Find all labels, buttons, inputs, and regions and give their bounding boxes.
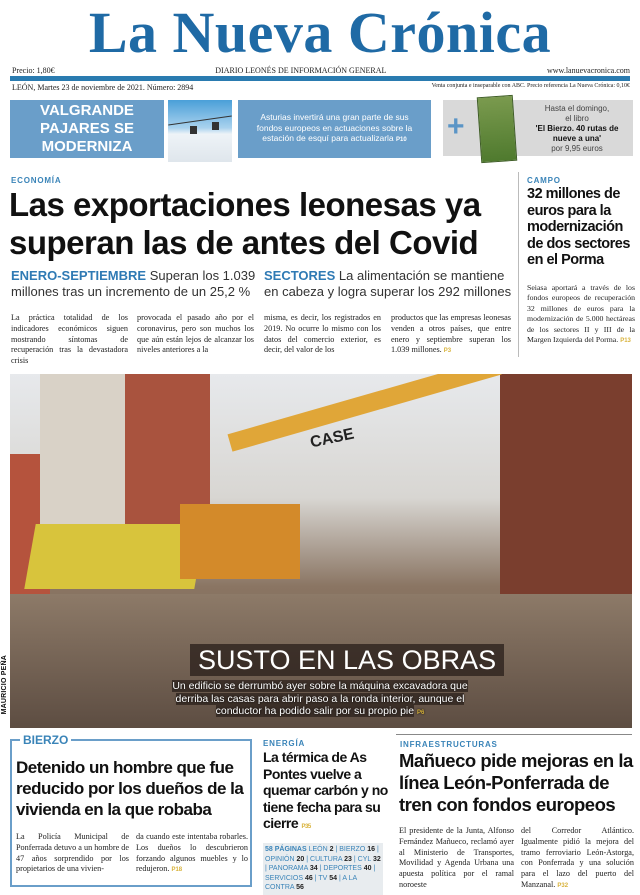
- photo-credit: MAURICIO PEÑA: [1, 655, 8, 715]
- bierzo-body-col-1: La Policía Municipal de Ponferrada detuvo a un hombre de 47 años sorprendido por los propietarios de una vivien-: [16, 832, 129, 874]
- index-item[interactable]: BIERZO 16 |: [339, 846, 379, 853]
- dateline-row: [12, 83, 630, 92]
- book-promo[interactable]: [443, 100, 633, 156]
- index-item[interactable]: SERVICIOS 46 |: [265, 874, 319, 882]
- body-text: del Corredor Atlántico. Igualmente pidió la mejora del tramo ferroviario León-Astorga, con Ponferrada y una solución para el lazo del puerto del Manzanal.: [521, 826, 634, 889]
- index-page: 56: [296, 884, 304, 891]
- section-label: ENERGÍA: [263, 739, 306, 748]
- headline-text: La térmica de As Pontes vuelve a quemar carbón y no tiene fecha para su cierre: [263, 749, 388, 831]
- divider: [396, 734, 632, 735]
- index-name: OPINIÓN: [265, 855, 295, 863]
- masthead-title: La Nueva Crónica: [88, 0, 552, 65]
- index-item[interactable]: OPINIÓN 20 |: [265, 855, 311, 863]
- masthead-rule: [10, 76, 630, 81]
- index-name: A LA CONTRA: [265, 874, 357, 891]
- subhead-text: La alimentación se mantiene en cabeza y logra superar los 292 millones: [264, 268, 512, 299]
- yellow-loader: [24, 524, 205, 589]
- page-index: [263, 843, 383, 895]
- energia-headline[interactable]: [263, 749, 388, 836]
- index-name: TV: [318, 874, 328, 882]
- page-ref: P13: [620, 338, 631, 345]
- lead-body-col-4: [391, 313, 511, 357]
- index-page: 40: [363, 865, 372, 872]
- page-ref: P10: [396, 137, 407, 144]
- index-item[interactable]: CYL 32 |: [265, 855, 381, 872]
- tagline: DIARIO LEONÉS DE INFORMACIÓN GENERAL: [215, 66, 387, 75]
- index-page: 2: [329, 846, 334, 853]
- info-line: [12, 66, 630, 75]
- chairlift-seat: [190, 126, 197, 134]
- excavator-cab: [180, 504, 300, 579]
- chairlift-seat: [212, 122, 219, 130]
- main-photo: [10, 374, 632, 728]
- index-item[interactable]: DEPORTES 40 |: [323, 865, 376, 872]
- index-page: 20: [296, 855, 305, 863]
- index-name: DEPORTES: [323, 865, 362, 872]
- lead-subhead-1: [11, 268, 256, 300]
- book-cover: [477, 95, 518, 163]
- infra-body-col-2: [521, 826, 634, 892]
- page-ref: P6: [417, 710, 425, 716]
- section-label: BIERZO: [20, 733, 71, 747]
- lead-body-col-1: La práctica totalidad de los indicadores económicos siguen mostrando síntomas de recuperación tras la devastadora crisis: [11, 313, 128, 366]
- index-name: LEÓN: [308, 846, 328, 853]
- caption-text: Un edificio se derrumbó ayer sobre la máquina excavadora que derriba las casas para abrir paso a la ronda interior, aunque el conductor ha podido salir por su propio pie: [172, 680, 468, 717]
- index-item[interactable]: LEÓN 2 |: [308, 846, 340, 853]
- website-link[interactable]: www.lanuevacronica.com: [547, 66, 630, 75]
- index-item[interactable]: PANORAMA 34 |: [268, 865, 324, 872]
- infra-headline[interactable]: Mañueco pide mejoras en la línea León-Ponferrada de tren con fondos europeos: [399, 750, 633, 815]
- body-text: productos que las empresas leonesas venden a otros países, que entre enero y septiembre superan los 1.039 millones.: [391, 313, 511, 355]
- sale-note: Venta conjunta e inseparable con ABC. Precio referencia La Nueva Crónica: 0,10€: [431, 83, 630, 89]
- index-page: 16: [367, 846, 376, 853]
- subhead-key: ENERO-SEPTIEMBRE: [11, 268, 147, 283]
- photo-caption: [170, 680, 470, 720]
- ski-lift-photo: [168, 100, 232, 162]
- index-page: 34: [309, 865, 318, 872]
- section-label: CAMPO: [527, 176, 561, 185]
- index-name: BIERZO: [339, 846, 366, 853]
- page-count: 58 PÁGINAS: [265, 846, 307, 853]
- lift-cable: [168, 116, 232, 126]
- campo-headline[interactable]: 32 millones de euros para la modernización de dos sectores en el Porma: [527, 186, 630, 268]
- brick-building: [125, 374, 210, 524]
- page-ref: P18: [171, 867, 183, 874]
- promo-valgrande-text[interactable]: [238, 100, 431, 158]
- bierzo-headline[interactable]: Detenido un hombre que fue reducido por los dueños de la vivienda en la que robaba: [16, 758, 244, 819]
- index-item[interactable]: TV 54 |: [318, 874, 343, 882]
- plus-icon: +: [447, 110, 465, 143]
- excavator-arm: [228, 374, 502, 452]
- dateline: LEÓN, Martes 23 de noviembre de 2021. Número: 2894: [12, 83, 194, 92]
- lead-body-col-2: provocada el pasado año por el coronavirus, pero son muchos los que aún están lejos de alcanzar los niveles anteriores a la: [137, 313, 254, 355]
- index-name: CULTURA: [310, 855, 343, 863]
- page-ref: P32: [557, 882, 569, 889]
- price: Precio: 1,80€: [12, 66, 55, 75]
- promo-text: Asturias invertirá una gran parte de sus fondos europeos en actuaciones sobre la estación de esquí para actualizarla: [256, 112, 413, 144]
- index-page: 32: [372, 855, 381, 863]
- body-text: da cuando este intentaba robarles. Los dueños lo descubrieron forzando algunos muebles y lo redujeron.: [136, 832, 248, 874]
- column-divider: [518, 172, 519, 357]
- index-name: SERVICIOS: [265, 874, 303, 882]
- section-label: ECONOMÍA: [11, 176, 62, 185]
- subhead-text: Superan los 1.039 millones tras un incremento de un 25,2 %: [11, 268, 256, 299]
- infra-body-col-1: El presidente de la Junta, Alfonso Fernández Mañueco, reclamó ayer al Ministerio de Transportes, Movilidad y Agenda Urbana una apuesta política por el ramal noroeste: [399, 826, 514, 889]
- lead-headline[interactable]: Las exportaciones leonesas ya superan las de antes del Covid: [9, 186, 481, 261]
- book-price: por 9,95 euros: [551, 144, 603, 153]
- page-ref: P3: [443, 348, 452, 355]
- book-line2: el libro: [565, 114, 589, 123]
- page-ref: P35: [301, 824, 311, 830]
- index-page: 23: [344, 855, 352, 863]
- promo-valgrande-title[interactable]: VALGRANDE PAJARES SE MODERNIZA: [10, 100, 164, 158]
- bierzo-body-col-2: [136, 832, 248, 876]
- book-line1: Hasta el domingo,: [544, 104, 610, 113]
- book-title: 'El Bierzo. 40 rutas de nueve a una': [535, 124, 619, 143]
- index-name: PANORAMA: [268, 865, 308, 872]
- subhead-key: SECTORES: [264, 268, 336, 283]
- campo-body: [527, 283, 635, 346]
- index-item[interactable]: CULTURA 23 |: [310, 855, 358, 863]
- index-page: 46: [304, 874, 313, 882]
- index-page: 54: [329, 874, 338, 882]
- photo-headline[interactable]: SUSTO EN LAS OBRAS: [190, 644, 504, 676]
- lead-subhead-2: [264, 268, 514, 300]
- machine-brand: CASE: [308, 425, 356, 452]
- lead-body-col-3: misma, es decir, los registrados en 2019. No ocurre lo mismo con los datos del comercio exterior, es decir, del valor de los: [264, 313, 381, 355]
- index-name: CYL: [357, 855, 372, 863]
- body-text: Seiasa aportará a través de los fondos europeos de recuperación 32 millones de euros para la modernización de 5.000 hectáreas de los sectores II y III de la Margen Izquierda del Porma.: [527, 283, 635, 345]
- section-label: INFRAESTRUCTURAS: [400, 740, 498, 749]
